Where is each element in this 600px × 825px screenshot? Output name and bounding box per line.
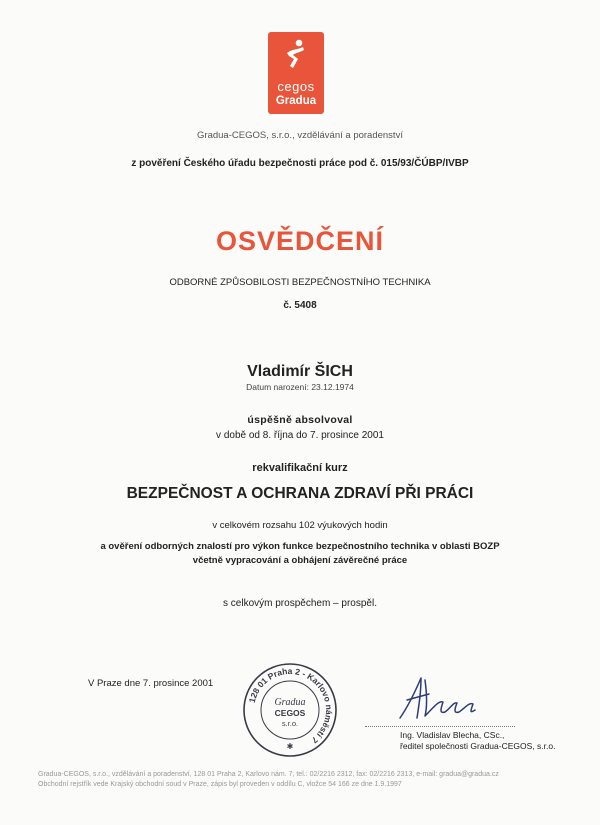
footer: [38, 770, 499, 790]
cegos-gradua-logo: [268, 32, 324, 114]
completion-statement: úspěšně absolvoval: [247, 414, 353, 426]
verification-line-1: a ověření odborných znalostí pro výkon funkce bezpečnostního technika v oblasti BOZP: [100, 541, 500, 552]
footer-line-1: Gradua-CEGOS, s.r.o., vzdělávání a poradenství, 128 01 Praha 2, Karlovo nám. 7, tel.: 02/2216 2312, fax: 02/2216 2313, e-mail: gradua@gradua.cz: [38, 771, 499, 778]
stamp-center-sro: s.r.o.: [281, 719, 299, 728]
place-date: V Praze dne 7. prosince 2001: [88, 678, 214, 689]
certificate-title: OSVĚDČENÍ: [215, 226, 385, 256]
stamp-center-cegos: CEGOS: [274, 708, 306, 718]
course-name: BEZPEČNOST A OCHRANA ZDRAVÍ PŘI PRÁCI: [126, 485, 474, 502]
logo-text-gradua: Gradua: [275, 95, 317, 107]
stamp-ring-text: 128 01 Praha 2 - Karlovo náměstí 7: [246, 665, 335, 746]
signer-name: Ing. Vladislav Blecha, CSc.,: [400, 730, 505, 740]
signature-line: [365, 726, 515, 727]
figure-icon: [284, 38, 308, 72]
organization-line: Gradua-CEGOS, s.r.o., vzdělávání a poradenství: [197, 130, 403, 141]
course-hours: v celkovém rozsahu 102 výukových hodin: [212, 520, 388, 531]
star-icon: ✱: [286, 742, 294, 751]
handwritten-signature: [395, 670, 485, 725]
certificate-subtitle: ODBORNÉ ZPŮSOBILOSTI BEZPEČNOSTNÍHO TECHNIKA: [169, 277, 431, 288]
verification-line-2: včetně vypracování a obhájení závěrečné práce: [192, 555, 408, 566]
course-period: v době od 8. října do 7. prosince 2001: [216, 430, 384, 441]
signer-block: [400, 730, 555, 752]
course-type: rekvalifikační kurz: [252, 462, 348, 474]
stamp-center-gradua: Gradua: [274, 697, 306, 708]
result-line: s celkovým prospěchem – prospěl.: [223, 598, 377, 609]
footer-line-2: Obchodní rejstřík vede Krajský obchodní soud v Praze, zápis byl proveden v oddílu C, vložce 54 166 ze dne 1.9.1997: [38, 781, 402, 788]
holder-name: Vladimír ŠICH: [247, 363, 353, 380]
certificate-number: č. 5408: [283, 300, 317, 311]
signer-title: ředitel společnosti Gradua-CEGOS, s.r.o.: [400, 741, 556, 751]
company-stamp: [242, 662, 338, 758]
holder-birth-date: Datum narození: 23.12.1974: [246, 382, 354, 392]
logo-text-cegos: cegos: [277, 79, 315, 94]
commission-line: z pověření Českého úřadu bezpečnosti práce pod č. 015/93/ČÚBP/IVBP: [131, 158, 469, 169]
